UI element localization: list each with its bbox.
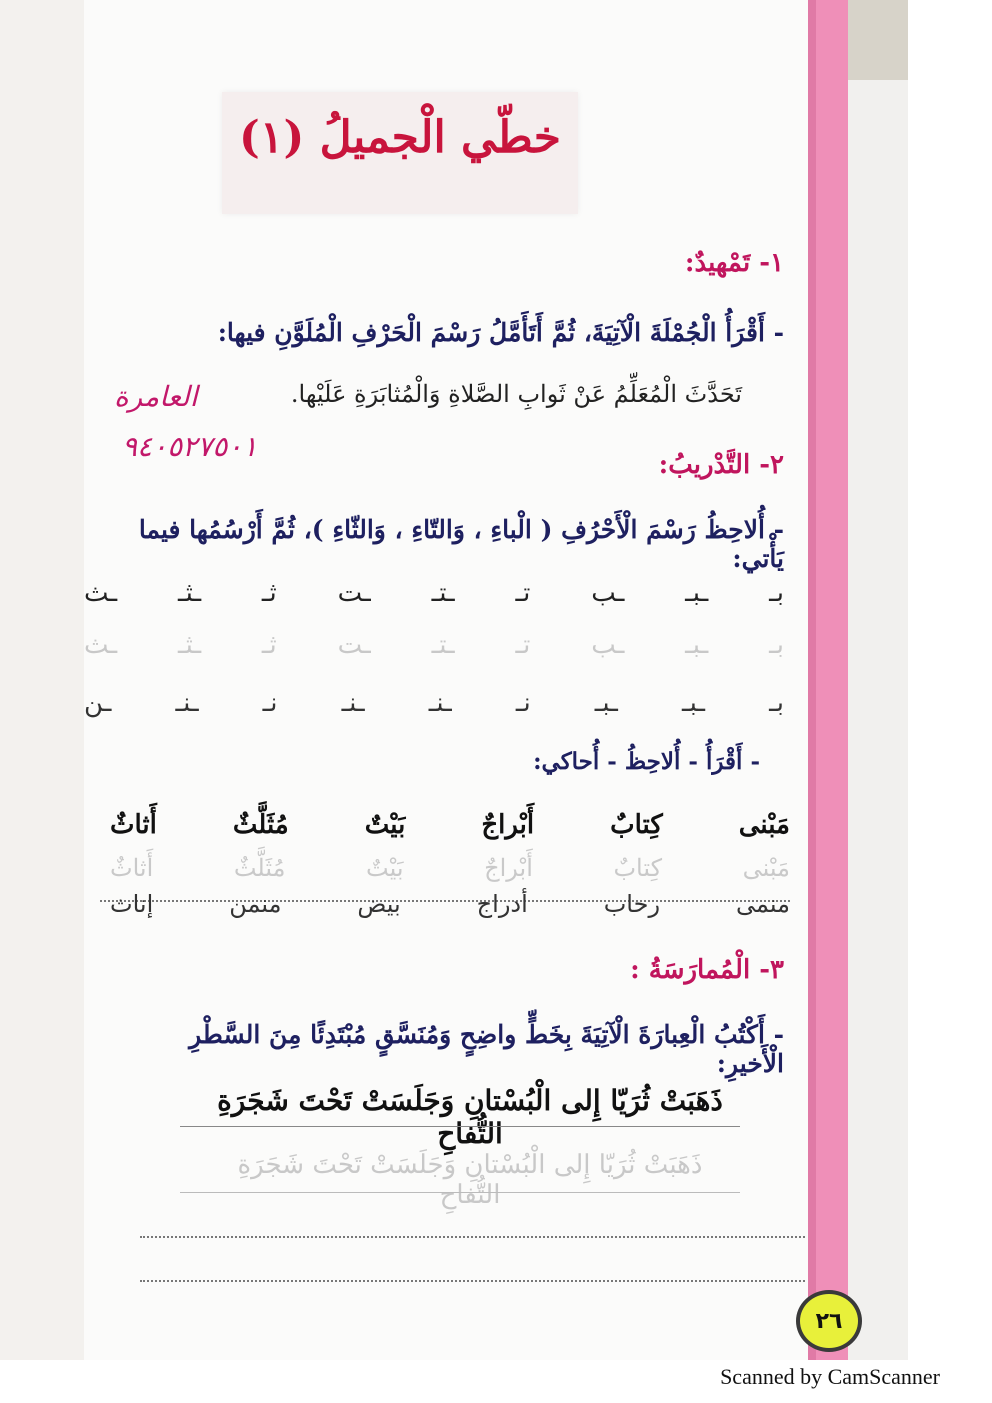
word-trace: بَيْتٌ bbox=[366, 854, 404, 882]
letter-trace: تـ bbox=[515, 630, 531, 660]
letter-handwritten: ـنـ bbox=[428, 688, 452, 718]
word-trace: كِتابٌ bbox=[613, 854, 663, 882]
letter-model: ـبـ bbox=[685, 578, 709, 608]
training-instruction: - أُلاحِظُ رَسْمَ الْأَحْرُفِ ( الْباءِ ، وَالتّاءِ ، وَالثّاءِ )، ثُمَّ أَرْسُمُها فيما يَأْتي: bbox=[138, 515, 784, 573]
letter-trace: ـب bbox=[591, 630, 625, 660]
word-trace: أَثاثٌ bbox=[110, 854, 154, 882]
next-page-edge bbox=[848, 80, 908, 1360]
background-right-top bbox=[848, 0, 908, 80]
practice-instruction: - أَكْتُبُ الْعِبارَةَ الْآتِيَةَ بِخَطٍّ واضِحٍ وَمُنَسَّقٍ مُبْتَدِئًا مِنَ السَّطْرِ الْأَخيرِ: bbox=[189, 1020, 784, 1078]
letter-model: بـ bbox=[769, 578, 784, 608]
handwritten-number: ٩٤٠٥٢٧٥٠١ bbox=[122, 430, 258, 463]
letter-handwritten: نـ bbox=[515, 688, 531, 718]
word-handwritten: منمن bbox=[229, 890, 282, 918]
letter-trace: بـ bbox=[769, 630, 784, 660]
word-model: مُثَلَّثٌ bbox=[232, 810, 289, 840]
writing-baseline-1 bbox=[180, 1126, 740, 1127]
letter-model: ـتـ bbox=[431, 578, 455, 608]
words-trace-row bbox=[110, 854, 790, 882]
letter-trace: ـثـ bbox=[177, 630, 202, 660]
letter-model: ـث bbox=[84, 578, 118, 608]
word-model: بَيْتٌ bbox=[364, 810, 406, 840]
intro-instruction: - أَقْرَأُ الْجُمْلَةَ الْآتِيَةَ، ثُمَّ أَتَأَمَّلُ رَسْمَ الْحَرْفِ الْمُلَوَّنِ فيها: bbox=[217, 318, 784, 347]
practice-heading: ٣- الْمُمارَسَةُ : bbox=[630, 955, 784, 985]
letter-model: ـثـ bbox=[177, 578, 202, 608]
word-handwritten: رحاب bbox=[603, 890, 661, 918]
letter-model: ـت bbox=[337, 578, 371, 608]
training-heading: ٢- التَّدْريبُ: bbox=[658, 450, 784, 480]
letter-trace: ـث bbox=[84, 630, 118, 660]
intro-heading: ١- تَمْهيدٌ: bbox=[684, 248, 784, 278]
handwritten-name: العامرة bbox=[114, 380, 198, 413]
word-trace: مُثَلَّثٌ bbox=[233, 854, 286, 882]
words-model-row bbox=[110, 810, 790, 840]
word-model: أَبْراجٌ bbox=[481, 810, 535, 840]
lesson-title: خطّي الْجميلُ (١) bbox=[239, 112, 561, 163]
letter-trace: ثـ bbox=[261, 630, 277, 660]
scanner-watermark: Scanned by CamScanner bbox=[720, 1364, 940, 1389]
writing-baseline-2 bbox=[180, 1192, 740, 1193]
pink-margin-shade bbox=[808, 0, 816, 1360]
practice-trace-line: ذَهَبَتْ ثُرَيّا إِلى الْبُسْتانِ وَجَلَسَتْ تَحْتَ شَجَرَةِ التُّفاحِ bbox=[237, 1150, 703, 1210]
dotted-writing-line bbox=[140, 1236, 805, 1238]
word-handwritten: أدراج bbox=[476, 890, 528, 918]
page-number-badge: ٢٦ bbox=[796, 1290, 862, 1352]
letter-trace: ـبـ bbox=[685, 630, 709, 660]
word-handwritten: إناث bbox=[110, 890, 154, 918]
letter-handwritten: ـن bbox=[84, 688, 112, 718]
letter-handwritten: بـ bbox=[769, 688, 784, 718]
letters-handwritten-row bbox=[84, 688, 784, 718]
letter-trace: ـتـ bbox=[431, 630, 455, 660]
letter-handwritten: نـ bbox=[262, 688, 278, 718]
letter-handwritten: ـبـ bbox=[594, 688, 618, 718]
word-trace: أَبْراجٌ bbox=[484, 854, 533, 882]
dotted-writing-line bbox=[140, 1280, 805, 1282]
letter-model: ـب bbox=[591, 578, 625, 608]
letters-model-row bbox=[84, 578, 784, 608]
letter-handwritten: ـنـ bbox=[341, 688, 365, 718]
letter-handwritten: ـبـ bbox=[681, 688, 706, 718]
word-handwritten: منمى bbox=[735, 890, 790, 918]
word-model: كِتابٌ bbox=[610, 810, 663, 840]
sub-instruction: - أَقْرَأُ - أُلاحِظُ - أُحاكي: bbox=[533, 748, 760, 775]
letter-handwritten: ـنـ bbox=[175, 688, 199, 718]
letter-trace: ـت bbox=[337, 630, 371, 660]
intro-sentence: تَحَدَّثَ الْمُعَلِّمُ عَنْ ثَوابِ الصَّلاةِ وَالْمُثابَرَةِ عَلَيْها. bbox=[290, 380, 742, 408]
letters-trace-row bbox=[84, 630, 784, 660]
word-model: أَثاثٌ bbox=[110, 810, 157, 840]
words-handwritten-row bbox=[110, 890, 790, 918]
word-trace: مَبْنى bbox=[742, 854, 790, 882]
practice-model-line: ذَهَبَتْ ثُرَيّا إِلى الْبُسْتانِ وَجَلَسَتْ تَحْتَ شَجَرَةِ التُّفاحِ bbox=[217, 1084, 723, 1150]
word-model: مَبْنى bbox=[738, 810, 790, 840]
letter-model: ثـ bbox=[261, 578, 277, 608]
letter-model: تـ bbox=[515, 578, 531, 608]
background-left bbox=[0, 0, 84, 1360]
word-handwritten: بيض bbox=[357, 890, 401, 918]
